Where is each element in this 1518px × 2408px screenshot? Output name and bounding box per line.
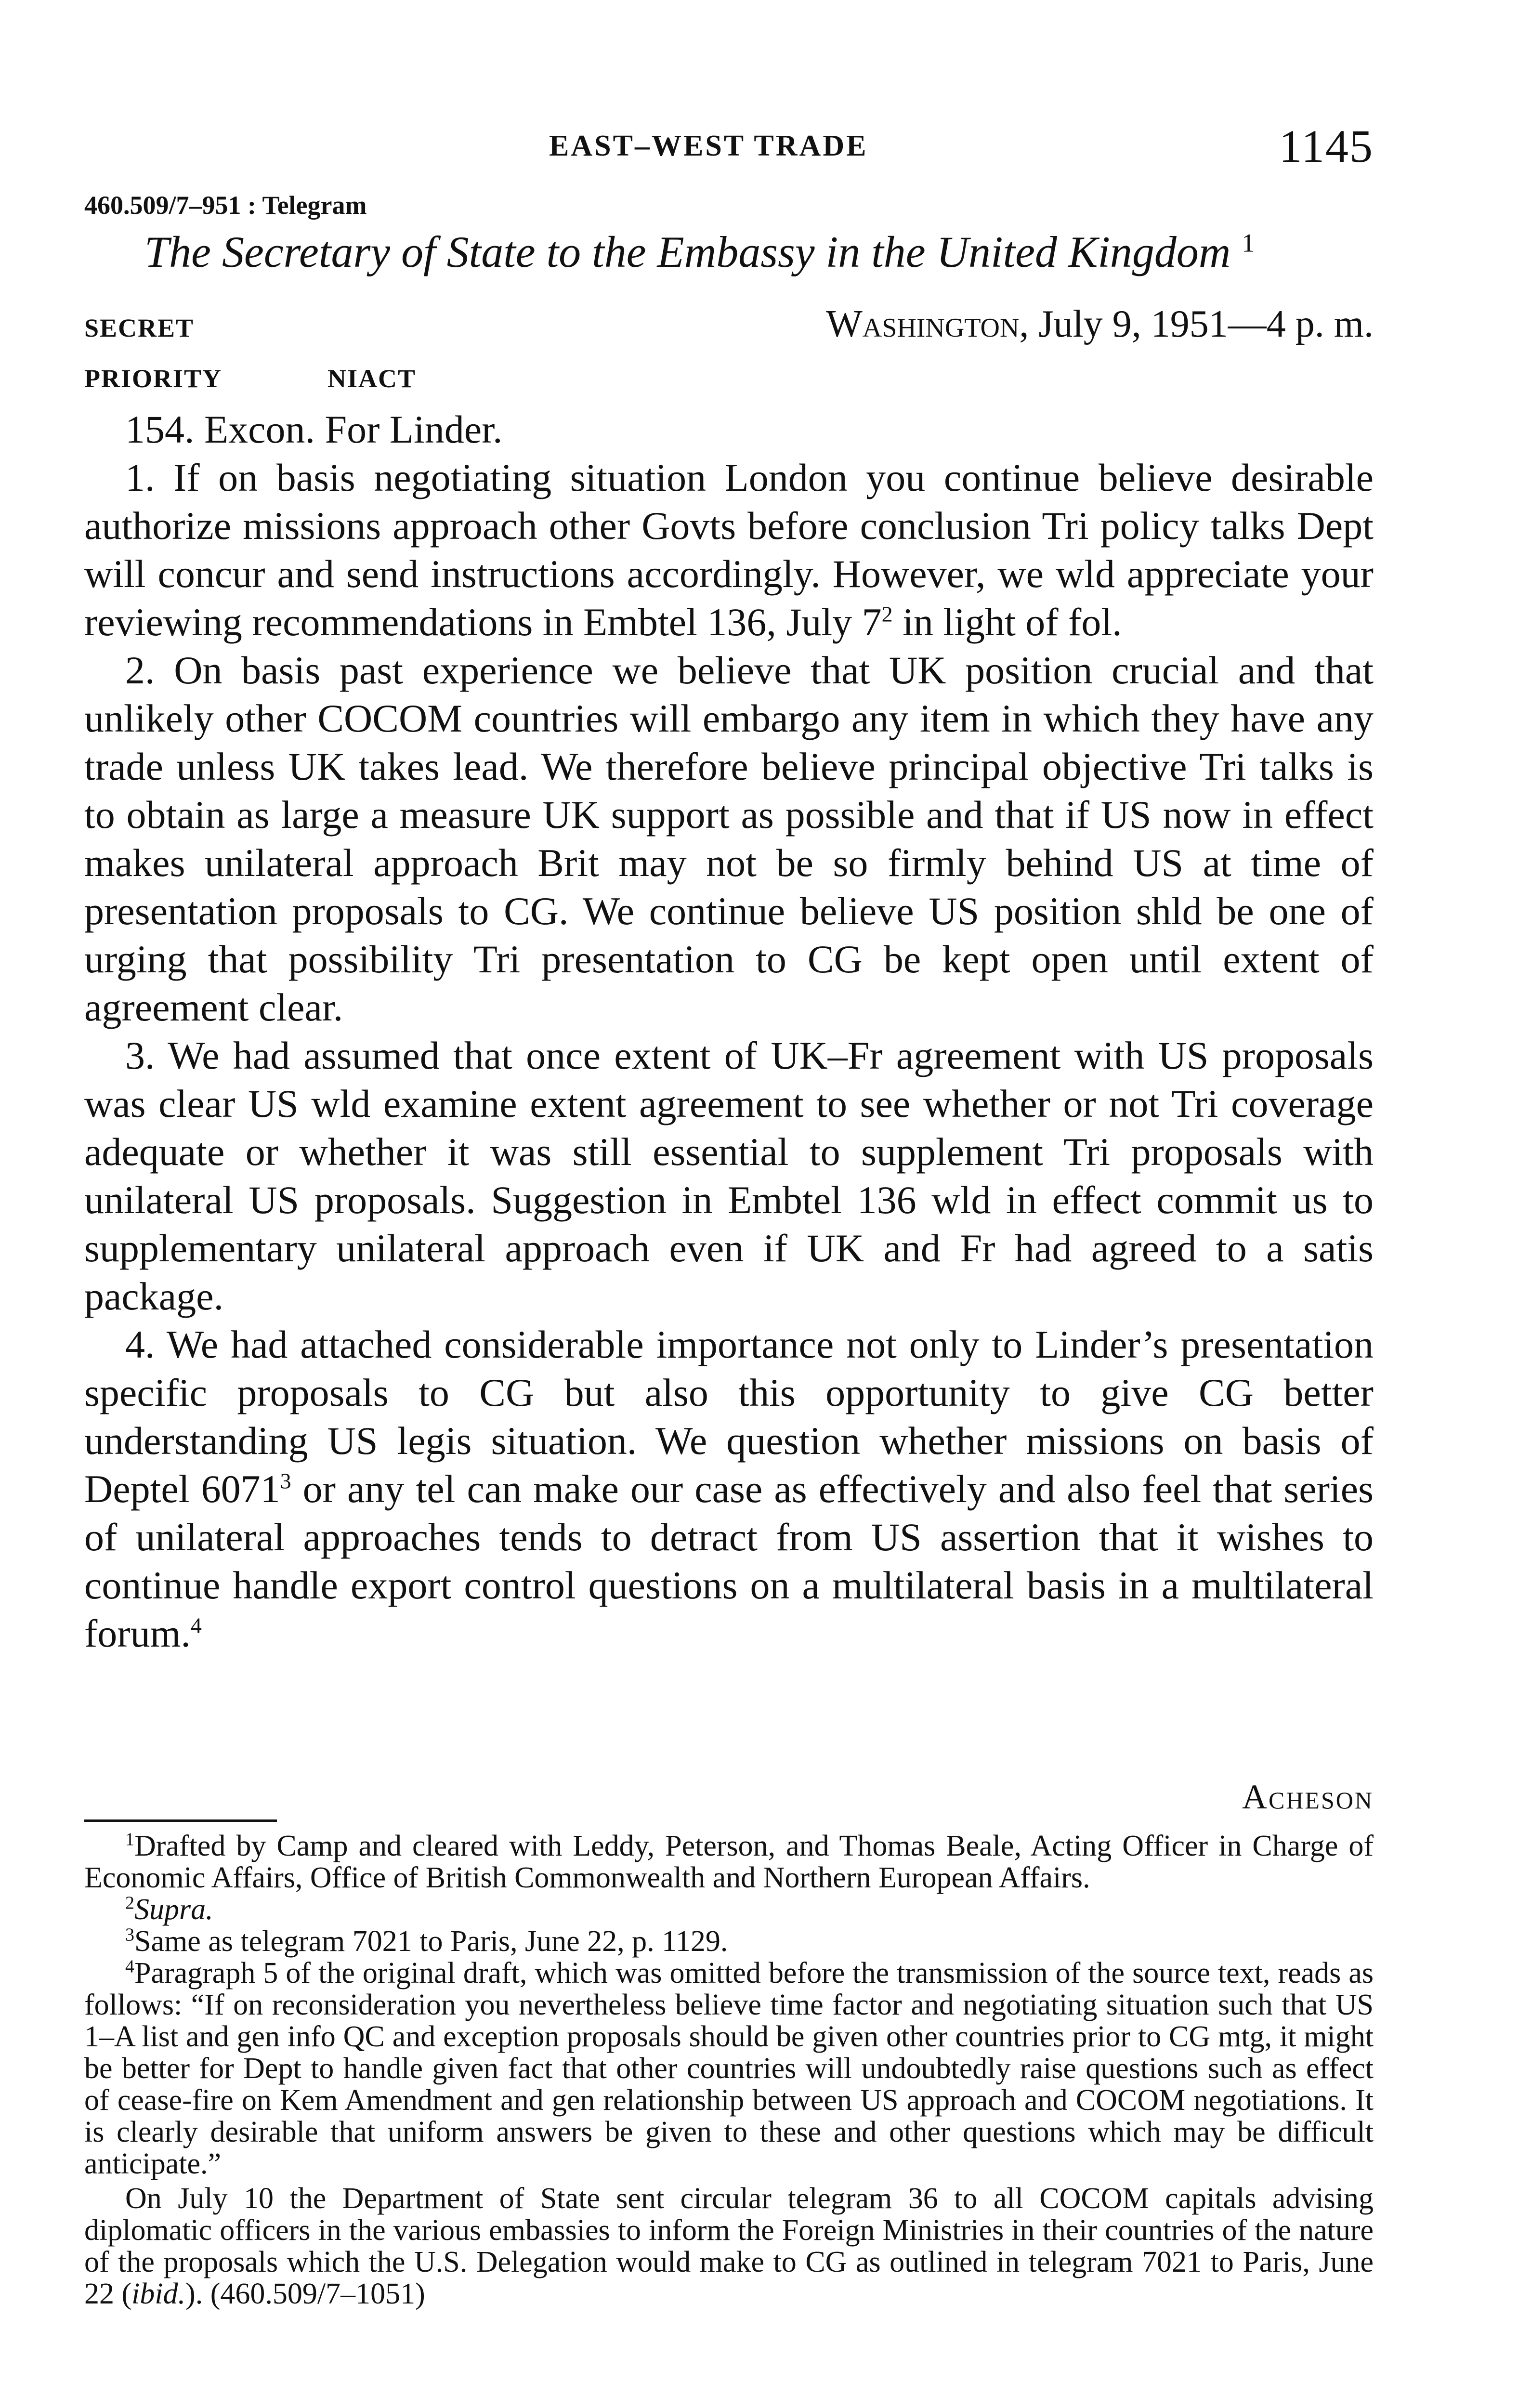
footnote-2-mark: 2	[125, 1893, 134, 1913]
paragraph-2: 2. On basis past experience we believe that UK position crucial and that unlikely other COCOM countries will embargo any item in which they have any trade unless UK takes lead. We therefore believe principal objective Tri talks is to obtain as large a measure UK support as possible and that if US now in effect makes unilateral approach Brit may not be so firmly behind US at time of presentation proposals to CG. We continue believe US position shld be one of urging that possibility Tri presentation to CG be kept open until extent of agreement clear.	[84, 648, 1374, 1029]
document-title	[144, 226, 1255, 277]
paragraph-1	[84, 454, 1374, 646]
footnote-ref-1: 1	[1242, 228, 1255, 258]
footnote-1-text: Drafted by Camp and cleared with Leddy, Peterson, and Thomas Beale, Acting Officer in Charge of Economic Affairs, Office of British Commonwealth and Northern European Affairs.	[84, 1830, 1374, 1894]
footnote-3-mark: 3	[125, 1924, 134, 1945]
classification-label: SECRET	[84, 314, 195, 342]
footnote-4-continuation-tail: ). (460.509/7–1051)	[185, 2277, 425, 2310]
dateline-date: , July 9, 1951—4 p. m.	[1019, 303, 1374, 345]
paragraph-1-text: 1. If on basis negotiating situation London you continue believe desirable authorize missions approach other Govts before conclusion Tri policy talks Dept will concur and send instructions accordingly. However, we wld appreciate your reviewing recommendations in Embtel 136, July 7	[84, 456, 1374, 644]
document-title-text: The Secretary of State to the Embassy in the United Kingdom	[144, 227, 1231, 276]
footnote-4-mark: 4	[125, 1956, 134, 1977]
footnote-2	[84, 1894, 1374, 1925]
telegram-body	[84, 406, 1374, 1658]
footnote-ref-3: 3	[280, 1468, 291, 1493]
footnotes	[84, 1830, 1374, 2310]
footnote-ref-4: 4	[190, 1613, 202, 1638]
footnote-ref-2: 2	[881, 602, 893, 627]
running-head: EAST–WEST TRADE	[549, 130, 868, 162]
dateline-place: Washington	[826, 303, 1020, 345]
paragraph-4-tail: or any tel can make our case as effectively and also feel that series of unilateral approaches tends to detract from US assertion that it wishes to continue handle export control questions on a multilateral basis in a multilateral forum.	[84, 1467, 1374, 1655]
footnote-3	[84, 1925, 1374, 1957]
signature: Acheson	[1242, 1778, 1374, 1816]
footnote-4-ibid: ibid.	[131, 2277, 186, 2310]
footnote-1-mark: 1	[125, 1829, 134, 1850]
footnote-4-continuation-text: On July 10 the Department of State sent circular telegram 36 to all COCOM capitals advising diplomatic officers in the various embassies to inform the Foreign Ministries in their countries of the nature of the proposals which the U.S. Delegation would make to CG as outlined in telegram 7021 to Paris, June 22 (	[84, 2182, 1374, 2310]
footnote-4	[84, 1957, 1374, 2180]
footnote-1	[84, 1830, 1374, 1894]
paragraph-4-text: 4. We had attached considerable importance not only to Linder’s presentation specific proposals to CG but also this opportunity to give CG better understanding US legis situation. We question whether missions on basis of Deptel 6071	[84, 1322, 1374, 1511]
paragraph-4	[84, 1321, 1374, 1658]
footnote-4-text: Paragraph 5 of the original draft, which was omitted before the transmission of the source text, reads as follows: “If on reconsideration you nevertheless believe time factor and negotiating situation such that US 1–A list and gen info QC and exception proposals should be given other countries prior to CG mtg, it might be better for Dept to handle given fact that other countries will undoubtedly raise questions such as effect of cease-fire on Kem Amendment and gen relationship between US approach and COCOM negotiations. It is clearly desirable that uniform answers be given to these and other questions which may be difficult anticipate.”	[84, 1957, 1374, 2180]
footnote-2-text: Supra.	[134, 1893, 213, 1926]
page-number: 1145	[1279, 120, 1374, 172]
footnote-4-continuation	[84, 2183, 1374, 2310]
footnote-divider	[84, 1819, 277, 1822]
dateline	[826, 302, 1374, 346]
priority-label: PRIORITY	[84, 364, 222, 393]
niact-label: NIACT	[327, 364, 417, 393]
paragraph-opening: 154. Excon. For Linder.	[125, 407, 503, 451]
paragraph-3: 3. We had assumed that once extent of UK–Fr agreement with US proposals was clear US wld examine extent agreement to see whether or not Tri coverage adequate or whether it was still essential to supplement Tri proposals with unilateral US proposals. Suggestion in Embtel 136 wld in effect commit us to supplementary unilateral approach even if UK and Fr had agreed to a satis package.	[84, 1034, 1374, 1318]
file-number: 460.509/7–951 : Telegram	[84, 191, 367, 220]
footnote-3-text: Same as telegram 7021 to Paris, June 22, p. 1129.	[134, 1925, 728, 1958]
paragraph-1-tail: in light of fol.	[892, 600, 1122, 644]
